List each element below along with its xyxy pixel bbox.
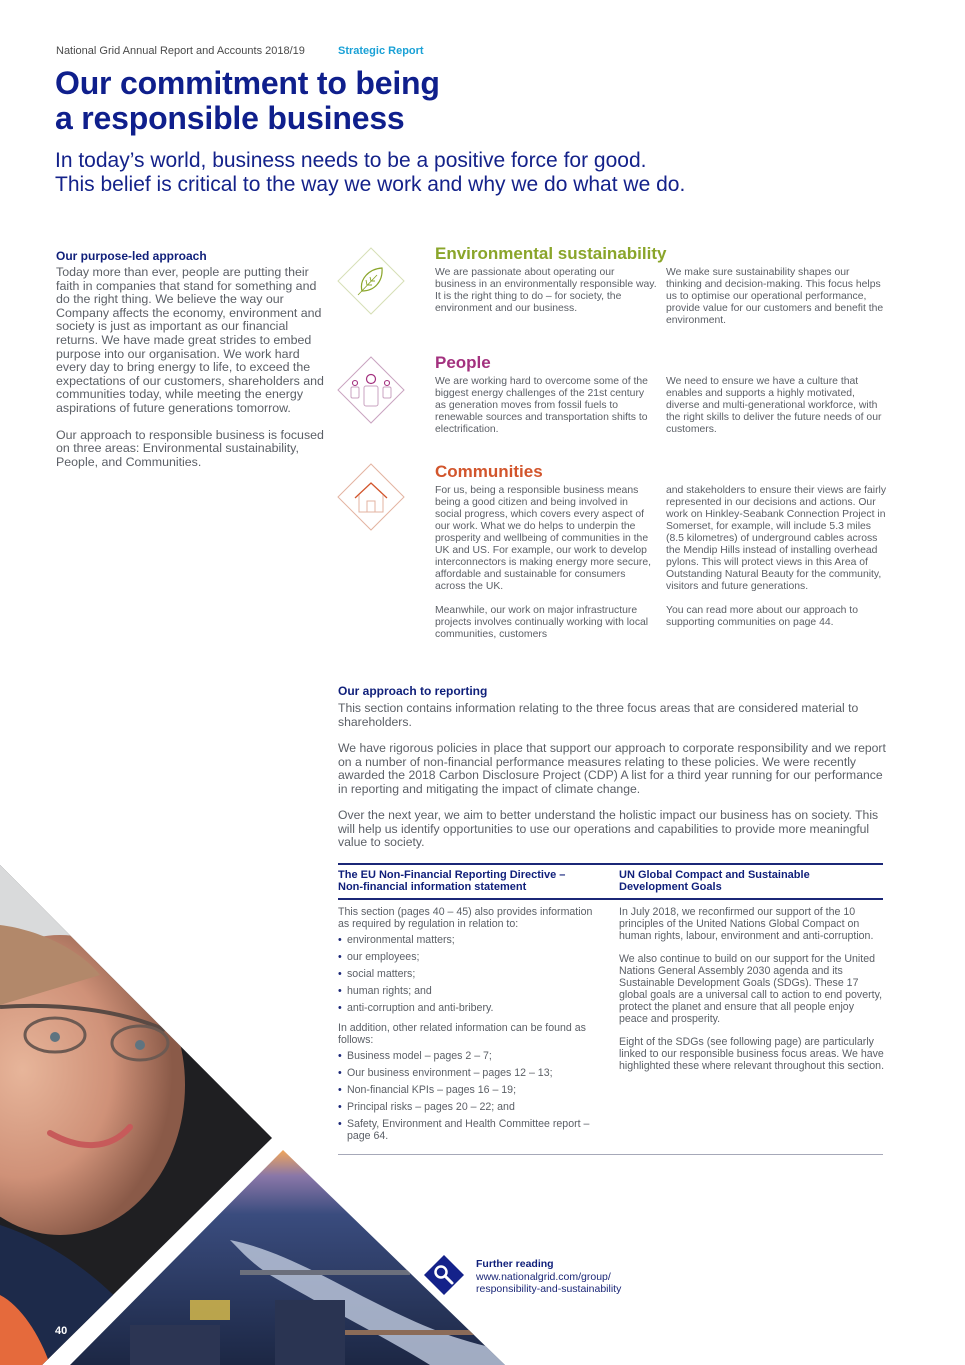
page-number: 40	[55, 1325, 68, 1337]
people-column-1	[435, 376, 657, 436]
purpose-body	[56, 266, 331, 469]
page-subtitle	[55, 149, 815, 197]
reporting-heading: Our approach to reporting	[338, 684, 488, 698]
un-compact-body	[619, 906, 884, 1072]
purpose-paragraph: Our approach to responsible business is focused on three areas: Environmental sustainability, People, and Communities.	[56, 427, 324, 469]
subtitle-line-1: In today’s world, business needs to be a positive force for good.	[55, 149, 647, 172]
list-item: • human rights; and	[338, 985, 603, 997]
list-item: • social matters;	[338, 968, 603, 980]
eu-directive-intro: This section (pages 40 – 45) also provides information as required by regulation in relation to:	[338, 906, 593, 930]
environmental-paragraph: We make sure sustainability shapes our thinking and decision-making. This focus helps us to optimise our operational performance, provide value for our customers and benefit the environment.	[666, 267, 884, 326]
page-title-line-1: Our commitment to being	[55, 65, 440, 101]
list-item: • Non-financial KPIs – pages 16 – 19;	[338, 1084, 603, 1096]
communities-paragraph: You can read more about our approach to supporting communities on page 44.	[666, 605, 858, 628]
communities-paragraph: Meanwhile, our work on major infrastructure projects involves continually working with local communities, customers	[435, 605, 649, 640]
reporting-body	[338, 702, 888, 850]
house-icon	[337, 463, 405, 531]
un-compact-paragraph: In July 2018, we reconfirmed our support of the 10 principles of the United Nations Global Compact on human rights, labour, environment and anti-corruption.	[619, 906, 874, 942]
list-item: • Safety, Environment and Health Committee report – page 64.	[338, 1118, 603, 1142]
un-compact-paragraph: We also continue to build on our support for the United Nations General Assembly 2030 agenda and its Sustainable Development Goals (SDGs). These 17 global goals are a universal call to action to end poverty, protect the planet and ensure that all people enjoy peace and prosperity.	[619, 953, 883, 1025]
page-title-line-2: a responsible business	[55, 100, 405, 136]
environmental-paragraph: We are passionate about operating our business in an environmentally responsible way. It is the right thing to do – for society, the environment and our business.	[435, 267, 657, 314]
table-rule-top	[338, 863, 883, 865]
area-title-people: People	[435, 353, 491, 372]
table-rule-middle	[338, 898, 883, 900]
purpose-paragraph: Today more than ever, people are putting their faith in companies that stand for something and do the right thing. We believe the way our Company affects the economy, environment and society is just as important as our financial returns. We have made great strides to embed purpose into our organisation. We work hard every day to bring energy to life, to exceed the expectations of our customers, shareholders and communities today, while meeting the energy aspirations of future generations tomorrow.	[56, 265, 324, 415]
environmental-column-1	[435, 267, 657, 315]
list-item: • Principal risks – pages 20 – 22; and	[338, 1101, 603, 1113]
further-reading-heading: Further reading	[476, 1258, 554, 1270]
area-title-environmental: Environmental sustainability	[435, 244, 667, 263]
further-reading-link-line-2[interactable]: responsibility-and-sustainability	[476, 1283, 622, 1295]
people-paragraph: We are working hard to overcome some of the biggest energy challenges of the 21st century as generation moves from fossil fuels to renewable sources and transportation shifts to electrification.	[435, 376, 648, 435]
un-compact-heading-line-2: Development Goals	[619, 881, 722, 893]
reporting-paragraph: Over the next year, we aim to better understand the holistic impact our business has on society. This will help us identify opportunities to use our operations and capabilities to provide more meaningful value to society.	[338, 808, 879, 849]
reporting-paragraph: We have rigorous policies in place that support our approach to corporate responsibility and we report on a number of non-financial performance measures relating to these policies. We were recently awarded the 2018 Carbon Disclosure Project (CDP) A list for a third year running for our performance in reporting and mitigating the impact of climate change.	[338, 741, 886, 796]
area-title-communities: Communities	[435, 462, 543, 481]
communities-paragraph: For us, being a responsible business means being a good citizen and being involved in social progress, which covers every aspect of our work. What we do helps to underpin the prosperity and wellbeing of communities in the UK and US. For example, our work to develop interconnectors is making energy more secure, affordable and sustainable for consumers across the UK.	[435, 485, 651, 592]
subtitle-line-2: This belief is critical to the way we work and why we do what we do.	[55, 173, 686, 196]
reporting-paragraph: This section contains information relating to the three focus areas that are considered material to shareholders.	[338, 701, 859, 729]
page-title	[55, 66, 575, 136]
eu-directive-heading-line-1: The EU Non-Financial Reporting Directive –	[338, 869, 566, 881]
eu-directive-body	[338, 906, 603, 1147]
further-reading-link-line-1[interactable]: www.nationalgrid.com/group/	[476, 1271, 611, 1283]
people-column-2	[666, 376, 888, 436]
communities-paragraph: and stakeholders to ensure their views are fairly represented in our decisions and actions. Our work on Hinkley-Seabank Connection Project in Somerset, for example, will include 5.3 miles (8.5 kilometres) of underground cables across the Mendip Hills instead of installing overhead pylons. This will protect views in this Area of Outstanding Natural Beauty for the community, visitors and future generations.	[666, 485, 887, 592]
un-compact-paragraph: Eight of the SDGs (see following page) are particularly linked to our responsible business focus areas. We have highlighted these where relevant throughout this section.	[619, 1036, 885, 1072]
communities-column-2	[666, 485, 888, 629]
communities-column-1	[435, 485, 657, 641]
section-tag[interactable]: Strategic Report	[338, 45, 424, 57]
related-info-list	[338, 1050, 603, 1142]
further-reading-link[interactable]	[476, 1271, 676, 1295]
eu-directive-intro-2: In addition, other related information can be found as follows:	[338, 1022, 586, 1046]
search-icon[interactable]	[423, 1254, 465, 1296]
purpose-heading: Our purpose-led approach	[56, 249, 207, 263]
running-header: National Grid Annual Report and Accounts 2018/19	[56, 45, 305, 57]
un-compact-heading-line-1: UN Global Compact and Sustainable	[619, 869, 810, 881]
environmental-column-2	[666, 267, 888, 327]
leaf-icon	[337, 247, 405, 315]
eu-directive-heading	[338, 869, 598, 893]
list-item: • our employees;	[338, 951, 603, 963]
list-item: • Business model – pages 2 – 7;	[338, 1050, 603, 1062]
people-paragraph: We need to ensure we have a culture that enables and supports a highly motivated, diverse and multi-generational workforce, with the right skills to deliver the future needs of our customers.	[666, 376, 882, 435]
un-compact-heading	[619, 869, 879, 893]
list-item: • environmental matters;	[338, 934, 603, 946]
list-item: • Our business environment – pages 12 – 13;	[338, 1067, 603, 1079]
eu-directive-heading-line-2: Non-financial information statement	[338, 881, 527, 893]
eu-directive-list	[338, 934, 603, 1014]
people-icon	[337, 356, 405, 424]
list-item: • anti-corruption and anti-bribery.	[338, 1002, 603, 1014]
